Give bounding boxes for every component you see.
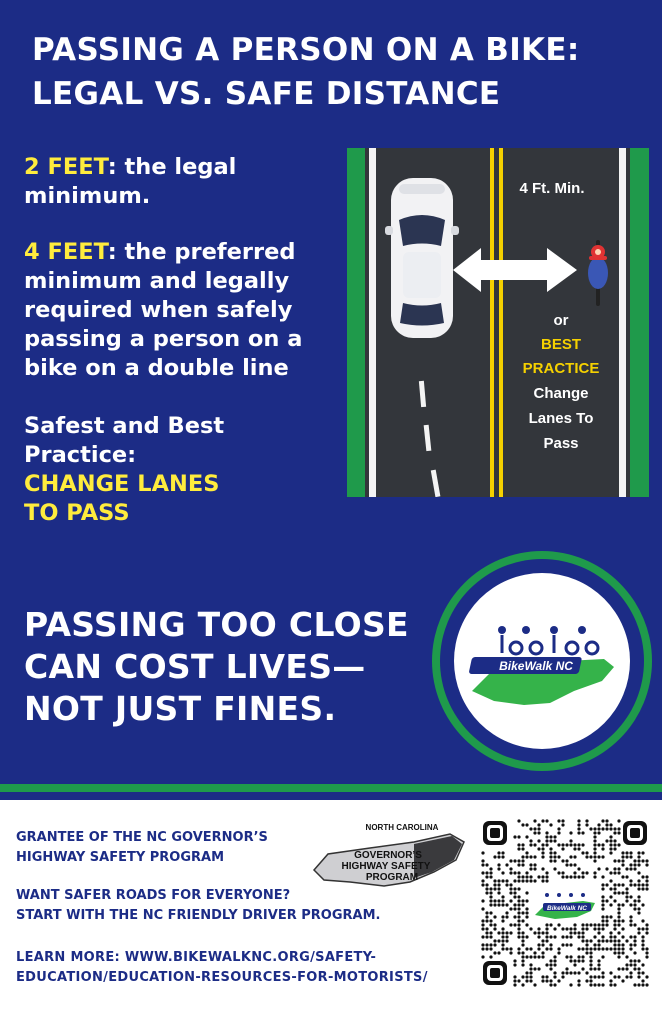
- ghsp-line-2: HIGHWAY SAFETY: [341, 861, 431, 872]
- qr-code-image: [481, 819, 649, 987]
- qr-logo-text: BikeWalk NC: [547, 905, 587, 912]
- friendly-driver-text: START WITH THE NC FRIENDLY DRIVER PROGRAM.: [16, 908, 381, 923]
- learn-more-link-2[interactable]: EDUCATION/EDUCATION-RESOURCES-FOR-MOTORISTS/: [16, 970, 428, 985]
- four-feet-text-c: required when safely: [24, 297, 293, 323]
- nc-state-icon: [310, 820, 468, 896]
- warning-message: [24, 604, 409, 730]
- road-illustration: [347, 148, 649, 497]
- qr-finder-top-left: [483, 821, 507, 845]
- two-feet-text-b: minimum.: [24, 183, 151, 209]
- four-feet-text-b: minimum and legally: [24, 268, 290, 294]
- safer-roads-text: WANT SAFER ROADS FOR EVERYONE?: [16, 888, 291, 903]
- bikewalk-logo-text: BikeWalk NC: [499, 659, 573, 673]
- grantee-block: [16, 828, 268, 868]
- logo-badge: [432, 551, 652, 771]
- practice-label: PRACTICE: [522, 360, 600, 377]
- qr-code[interactable]: [481, 819, 649, 987]
- qr-finder-bottom-left: [483, 961, 507, 985]
- learn-more-block: [16, 948, 428, 988]
- green-divider: [0, 784, 662, 792]
- blue-divider: [0, 792, 662, 800]
- ghsp-top-text: NORTH CAROLINA: [365, 823, 439, 832]
- best-practice-block: [24, 412, 224, 528]
- two-feet-block: [24, 153, 236, 211]
- qr-finder-top-right: [623, 821, 647, 845]
- pass-label: Pass: [543, 435, 579, 452]
- two-feet-text-a: : the legal: [107, 154, 237, 180]
- best-label: BEST: [540, 336, 582, 353]
- bikewalk-nc-logo: [454, 573, 630, 749]
- ghsp-logo: [310, 820, 468, 896]
- four-feet-block: [24, 238, 302, 383]
- warning-line-1: PASSING TOO CLOSE: [24, 605, 409, 644]
- warning-line-3: NOT JUST FINES.: [24, 689, 337, 728]
- ghsp-line-3: PROGRAM: [365, 872, 419, 883]
- lanes-to-label: Lanes To: [528, 410, 594, 427]
- change-lanes-b: TO PASS: [24, 500, 130, 526]
- safest-text-b: Practice:: [24, 442, 137, 468]
- page-title: [32, 28, 580, 116]
- four-ft-min-label: 4 Ft. Min.: [519, 180, 585, 197]
- grantee-line-1: GRANTEE OF THE NC GOVERNOR’S: [16, 830, 268, 845]
- title-line-1: PASSING A PERSON ON A BIKE:: [32, 32, 580, 68]
- four-feet-highlight: 4 FEET: [24, 239, 108, 265]
- safest-text-a: Safest and Best: [24, 413, 225, 439]
- grantee-line-2: HIGHWAY SAFETY PROGRAM: [16, 850, 225, 865]
- change-lanes-a: CHANGE LANES: [24, 471, 220, 497]
- two-feet-highlight: 2 FEET: [24, 154, 108, 180]
- title-line-2: LEGAL VS. SAFE DISTANCE: [32, 76, 501, 112]
- four-feet-text-a: : the preferred: [107, 239, 296, 265]
- learn-more-link-1[interactable]: LEARN MORE: WWW.BIKEWALKNC.ORG/SAFETY-: [16, 950, 377, 965]
- car-icon: [385, 178, 459, 338]
- warning-line-2: CAN COST LIVES—: [24, 647, 366, 686]
- four-feet-text-d: passing a person on a: [24, 326, 303, 352]
- bikewalk-nc-icon: [454, 573, 630, 749]
- four-feet-text-e: bike on a double line: [24, 355, 289, 381]
- ghsp-line-1: GOVERNOR’S: [354, 850, 422, 861]
- or-label: or: [553, 312, 569, 329]
- change-label: Change: [533, 385, 589, 402]
- road-diagram: [347, 148, 649, 497]
